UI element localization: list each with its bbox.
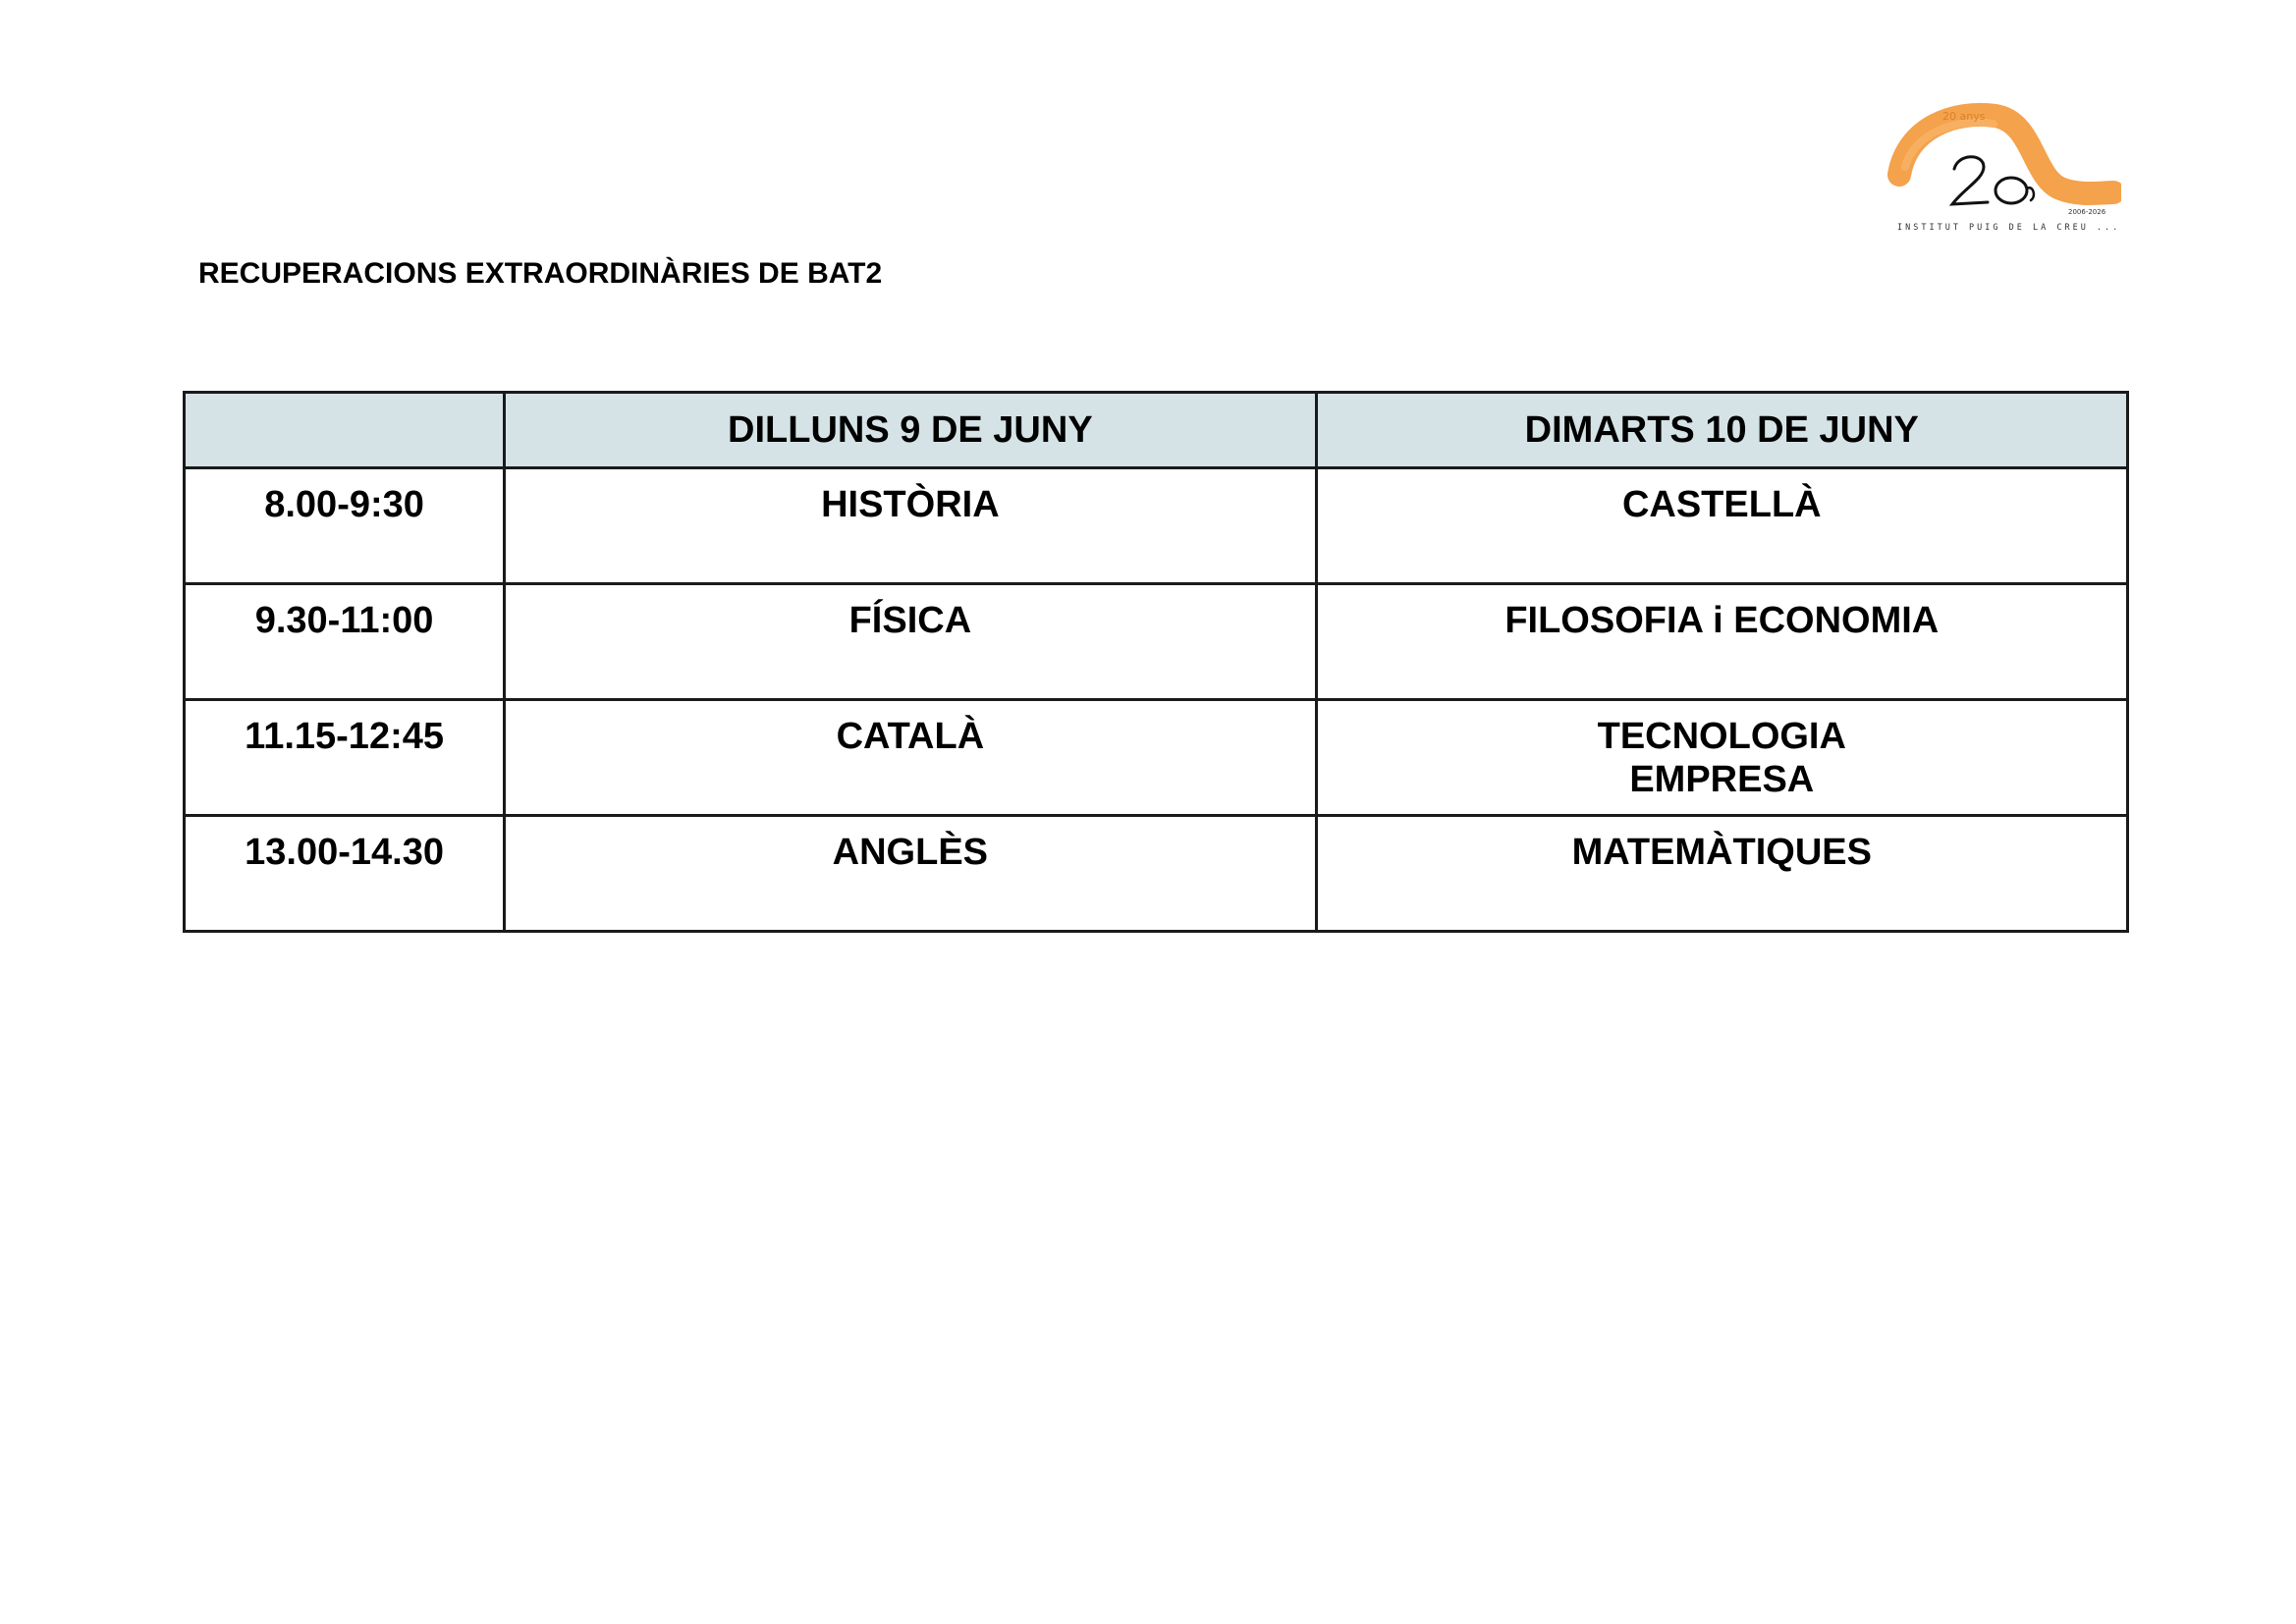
header-time-cell <box>185 393 505 468</box>
subject-monday: CATALÀ <box>505 700 1316 816</box>
subject-line: CASTELLÀ <box>1621 484 1822 525</box>
subject-line: FILOSOFIA i ECONOMIA <box>1504 600 1940 641</box>
school-logo-image <box>1886 98 2121 253</box>
table-row <box>185 468 2128 584</box>
document-title: RECUPERACIONS EXTRAORDINÀRIES DE BAT2 <box>198 257 883 290</box>
subject-tuesday <box>1316 816 2127 932</box>
time-slot: 8.00-9:30 <box>185 468 505 584</box>
svg-text:20 anys: 20 anys <box>1942 110 1986 123</box>
subject-line: MATEMÀTIQUES <box>1571 832 1872 873</box>
school-logo <box>1886 98 2121 253</box>
subject-tuesday <box>1316 700 2127 816</box>
subject-monday: FÍSICA <box>505 584 1316 700</box>
exam-schedule-table <box>183 391 2129 933</box>
svg-text:2006-2026: 2006-2026 <box>2068 208 2106 216</box>
table-row <box>185 584 2128 700</box>
header-day-monday: DILLUNS 9 DE JUNY <box>505 393 1316 468</box>
subject-tuesday <box>1316 584 2127 700</box>
header-day-tuesday: DIMARTS 10 DE JUNY <box>1316 393 2127 468</box>
subject-monday: ANGLÈS <box>505 816 1316 932</box>
subject-line: TECNOLOGIA <box>1597 716 1846 757</box>
table-row <box>185 816 2128 932</box>
svg-text:INSTITUT PUIG DE LA CREU ...: INSTITUT PUIG DE LA CREU ... <box>1897 223 2121 233</box>
subject-monday: HISTÒRIA <box>505 468 1316 584</box>
table-row <box>185 700 2128 816</box>
time-slot: 9.30-11:00 <box>185 584 505 700</box>
table-header-row <box>185 393 2128 468</box>
subject-tuesday <box>1316 468 2127 584</box>
subject-line: EMPRESA <box>1629 759 1815 800</box>
time-slot: 13.00-14.30 <box>185 816 505 932</box>
time-slot: 11.15-12:45 <box>185 700 505 816</box>
